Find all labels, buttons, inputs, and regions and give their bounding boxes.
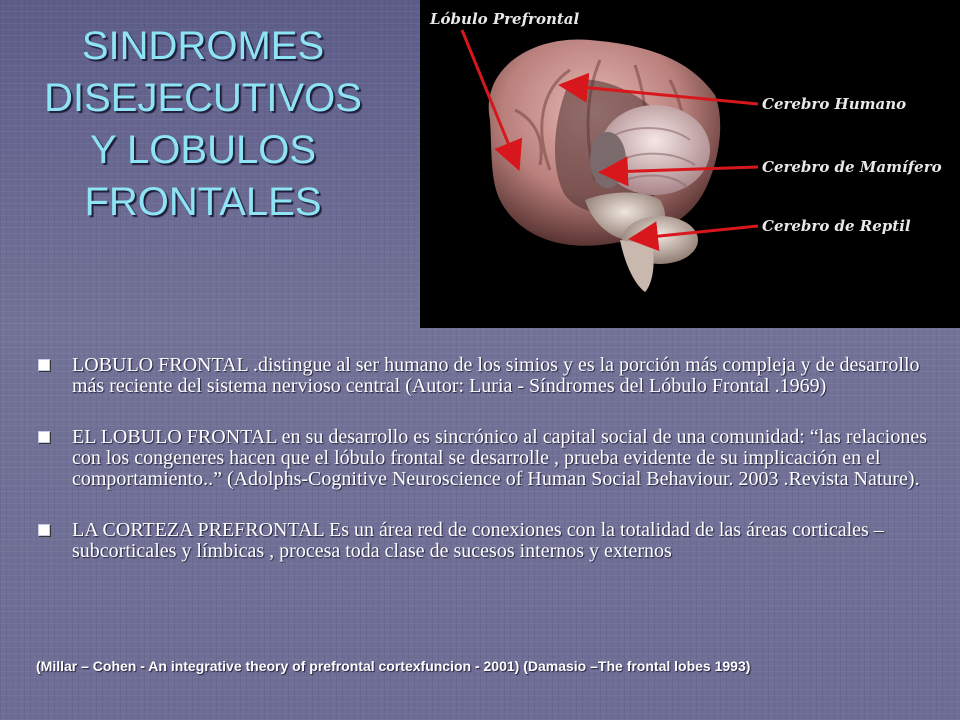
bullet-item bbox=[30, 355, 935, 397]
brain-figure bbox=[420, 0, 960, 328]
bullet-item bbox=[30, 427, 935, 490]
label-human: Cerebro Humano bbox=[762, 95, 907, 113]
bullet-text: LA CORTEZA PREFRONTAL Es un área red de conexiones con la totalidad de las áreas corticales –subcorticales y límbicas , procesa toda clase de sucesos internos y externos bbox=[72, 519, 884, 562]
label-mammal: Cerebro de Mamífero bbox=[762, 158, 942, 176]
square-bullet-icon bbox=[38, 431, 50, 443]
brain-shape bbox=[489, 40, 720, 292]
slide-title bbox=[18, 20, 388, 228]
bullet-item bbox=[30, 520, 935, 562]
title-line: Y LOBULOS bbox=[89, 128, 317, 172]
citation: (Millar – Cohen - An integrative theory of prefrontal cortexfuncion - 2001) (Damasio –The frontal lobes 1993) bbox=[36, 658, 751, 674]
bullet-list bbox=[30, 355, 935, 592]
title-line: DISEJECUTIVOS bbox=[44, 76, 362, 120]
label-prefrontal: Lóbulo Prefrontal bbox=[430, 10, 580, 28]
bullet-text: EL LOBULO FRONTAL en su desarrollo es sincrónico al capital social de una comunidad: “las relaciones con los congeneres hacen que el lóbulo frontal se desarrolle , prueba evidente de su implicación en el comportamiento..” (Adolphs-Cognitive Neuroscience of Human Social Behaviour. 2003 .Revista Nature). bbox=[72, 426, 927, 490]
label-reptile: Cerebro de Reptil bbox=[762, 217, 911, 235]
bullet-text: LOBULO FRONTAL .distingue al ser humano de los simios y es la porción más compleja y de desarrollo más reciente del sistema nervioso central (Autor: Luria - Síndromes del Lóbulo Frontal .1969) bbox=[72, 354, 920, 397]
title-line: SINDROMES bbox=[81, 24, 325, 68]
square-bullet-icon bbox=[38, 359, 50, 371]
title-line: FRONTALES bbox=[84, 180, 322, 224]
square-bullet-icon bbox=[38, 524, 50, 536]
brain-illustration bbox=[420, 0, 960, 328]
